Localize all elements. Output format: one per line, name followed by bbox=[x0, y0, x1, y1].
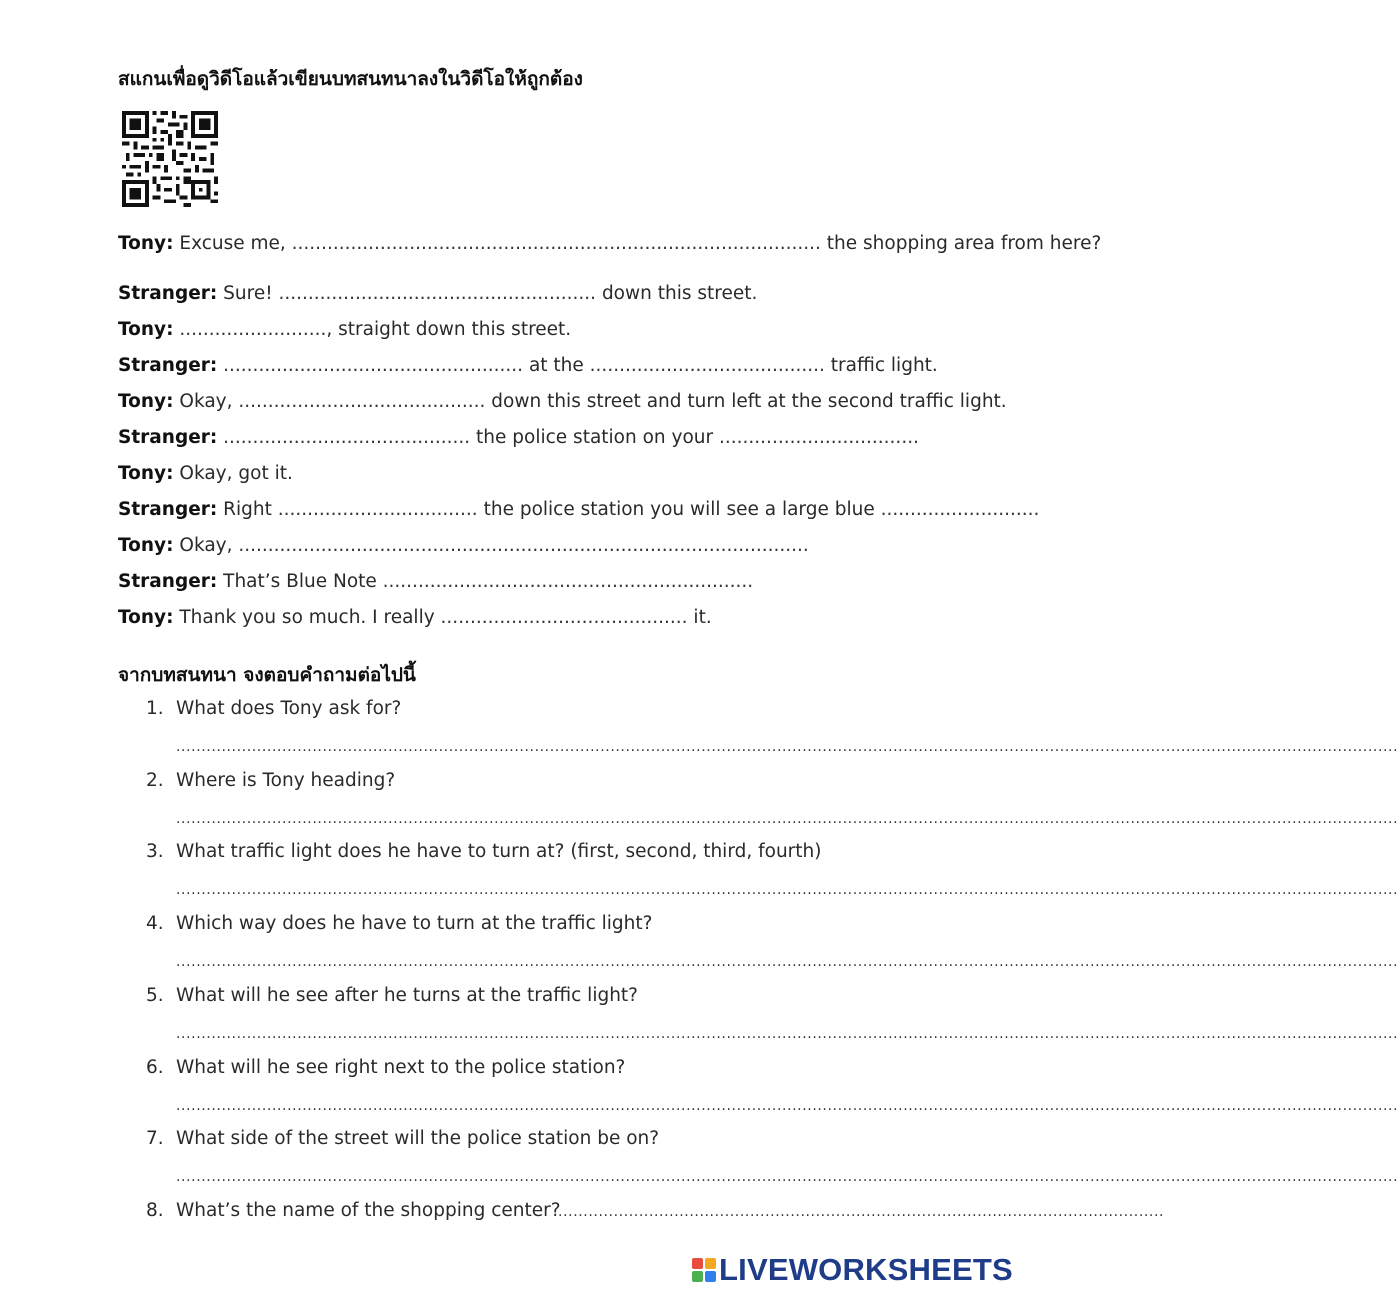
dialogue-text: That’s Blue Note bbox=[217, 571, 383, 592]
fill-blank[interactable]: ................................................................................................. bbox=[238, 535, 809, 556]
question-text: What’s the name of the shopping center? bbox=[176, 1200, 561, 1221]
question-text: What will he see right next to the police station? bbox=[176, 1057, 626, 1078]
logo-text: LIVEWORKSHEETS bbox=[719, 1252, 1013, 1287]
fill-blank[interactable]: .................................. bbox=[277, 499, 478, 520]
question-3 bbox=[146, 841, 821, 862]
question-number: 3. bbox=[146, 841, 164, 862]
answer-line-1[interactable]: .................................................................................................................................................................................................................................................. bbox=[176, 739, 1398, 755]
dialogue-line-10 bbox=[118, 571, 753, 592]
speaker-tony: Tony: bbox=[118, 233, 174, 254]
speaker-stranger: Stranger: bbox=[118, 571, 218, 592]
dialogue-text: the police station on your bbox=[470, 427, 720, 448]
speaker-stranger: Stranger: bbox=[118, 427, 218, 448]
question-5 bbox=[146, 985, 638, 1006]
dialogue-text: at the bbox=[523, 355, 590, 376]
liveworksheets-logo-icon bbox=[692, 1258, 716, 1282]
question-text: What will he see after he turns at the traffic light? bbox=[176, 985, 638, 1006]
question-number: 4. bbox=[146, 913, 164, 934]
question-number: 1. bbox=[146, 698, 164, 719]
answer-line-8[interactable]: ......................................................................................................................... bbox=[553, 1204, 1165, 1220]
question-8 bbox=[146, 1200, 561, 1221]
dialogue-text: the police station you will see a large blue bbox=[477, 499, 881, 520]
question-text: What does Tony ask for? bbox=[176, 698, 402, 719]
dialogue-line-4 bbox=[118, 355, 938, 376]
answer-line-2[interactable]: .................................................................................................................................................................................................................................................. bbox=[176, 811, 1398, 827]
fill-blank[interactable]: .......................................... bbox=[223, 427, 471, 448]
dialogue-line-8 bbox=[118, 499, 1039, 520]
question-number: 6. bbox=[146, 1057, 164, 1078]
dialogue-line-6 bbox=[118, 427, 919, 448]
dialogue-line-5 bbox=[118, 391, 1007, 412]
dialogue-line-9 bbox=[118, 535, 809, 556]
answer-line-3[interactable]: .................................................................................................................................................................................................................................................. bbox=[176, 882, 1398, 898]
dialogue-text: Excuse me, bbox=[173, 233, 292, 254]
fill-blank[interactable]: .......................................... bbox=[440, 607, 688, 628]
dialogue-text: it. bbox=[687, 607, 712, 628]
fill-blank[interactable]: ........................................ bbox=[589, 355, 825, 376]
dialogue-text: , straight down this street. bbox=[326, 319, 572, 340]
speaker-tony: Tony: bbox=[118, 391, 174, 412]
fill-blank[interactable]: ................................................... bbox=[223, 355, 524, 376]
speaker-stranger: Stranger: bbox=[118, 499, 218, 520]
dialogue-text: Okay, bbox=[173, 535, 239, 556]
qr-code-icon bbox=[122, 111, 218, 207]
speaker-tony: Tony: bbox=[118, 535, 174, 556]
speaker-tony: Tony: bbox=[118, 607, 174, 628]
dialogue-text: Thank you so much. I really bbox=[173, 607, 441, 628]
dialogue-text: Okay, bbox=[173, 391, 239, 412]
fill-blank[interactable]: ........................... bbox=[880, 499, 1040, 520]
dialogue-text: Sure! bbox=[217, 283, 279, 304]
question-number: 8. bbox=[146, 1200, 164, 1221]
fill-blank[interactable]: ............................................................... bbox=[382, 571, 754, 592]
question-1 bbox=[146, 698, 401, 719]
answer-line-7[interactable]: .................................................................................................................................................................................................................................................. bbox=[176, 1169, 1398, 1185]
dialogue-line-3 bbox=[118, 319, 571, 340]
question-text: What traffic light does he have to turn at? (first, second, third, fourth) bbox=[176, 841, 822, 862]
instructions-heading: สแกนเพื่อดูวิดีโอแล้วเขียนบทสนทนาลงในวิดีโอให้ถูกต้อง bbox=[118, 68, 583, 90]
answer-line-4[interactable]: .................................................................................................................................................................................................................................................. bbox=[176, 954, 1398, 970]
dialogue-text: the shopping area from here? bbox=[820, 233, 1102, 254]
question-4 bbox=[146, 913, 652, 934]
question-text: Which way does he have to turn at the traffic light? bbox=[176, 913, 653, 934]
dialogue-line-1 bbox=[118, 233, 1101, 254]
fill-blank[interactable]: ...................................................... bbox=[278, 283, 597, 304]
question-text: Where is Tony heading? bbox=[176, 770, 396, 791]
dialogue-line-7 bbox=[118, 463, 293, 484]
dialogue-text: Okay, got it. bbox=[173, 463, 293, 484]
speaker-stranger: Stranger: bbox=[118, 283, 218, 304]
answer-line-6[interactable]: .................................................................................................................................................................................................................................................. bbox=[176, 1098, 1398, 1114]
speaker-tony: Tony: bbox=[118, 463, 174, 484]
fill-blank[interactable]: ......................... bbox=[179, 319, 327, 340]
question-number: 7. bbox=[146, 1128, 164, 1149]
speaker-stranger: Stranger: bbox=[118, 355, 218, 376]
question-text: What side of the street will the police station be on? bbox=[176, 1128, 660, 1149]
dialogue-line-2 bbox=[118, 283, 757, 304]
fill-blank[interactable]: .......................................... bbox=[238, 391, 486, 412]
dialogue-text: Right bbox=[217, 499, 278, 520]
dialogue-text: down this street and turn left at the second traffic light. bbox=[485, 391, 1007, 412]
answer-line-5[interactable]: .................................................................................................................................................................................................................................................. bbox=[176, 1026, 1398, 1042]
fill-blank[interactable]: .................................. bbox=[719, 427, 919, 448]
dialogue-text: traffic light. bbox=[824, 355, 938, 376]
questions-heading: จากบทสนทนา จงตอบคำถามต่อไปนี้ bbox=[118, 664, 416, 686]
fill-blank[interactable]: .......................................................................................... bbox=[291, 233, 821, 254]
question-number: 2. bbox=[146, 770, 164, 791]
dialogue-text: down this street. bbox=[596, 283, 758, 304]
question-6 bbox=[146, 1057, 625, 1078]
question-number: 5. bbox=[146, 985, 164, 1006]
liveworksheets-logo bbox=[692, 1254, 1013, 1286]
speaker-tony: Tony: bbox=[118, 319, 174, 340]
question-2 bbox=[146, 770, 395, 791]
question-7 bbox=[146, 1128, 659, 1149]
dialogue-line-11 bbox=[118, 607, 712, 628]
